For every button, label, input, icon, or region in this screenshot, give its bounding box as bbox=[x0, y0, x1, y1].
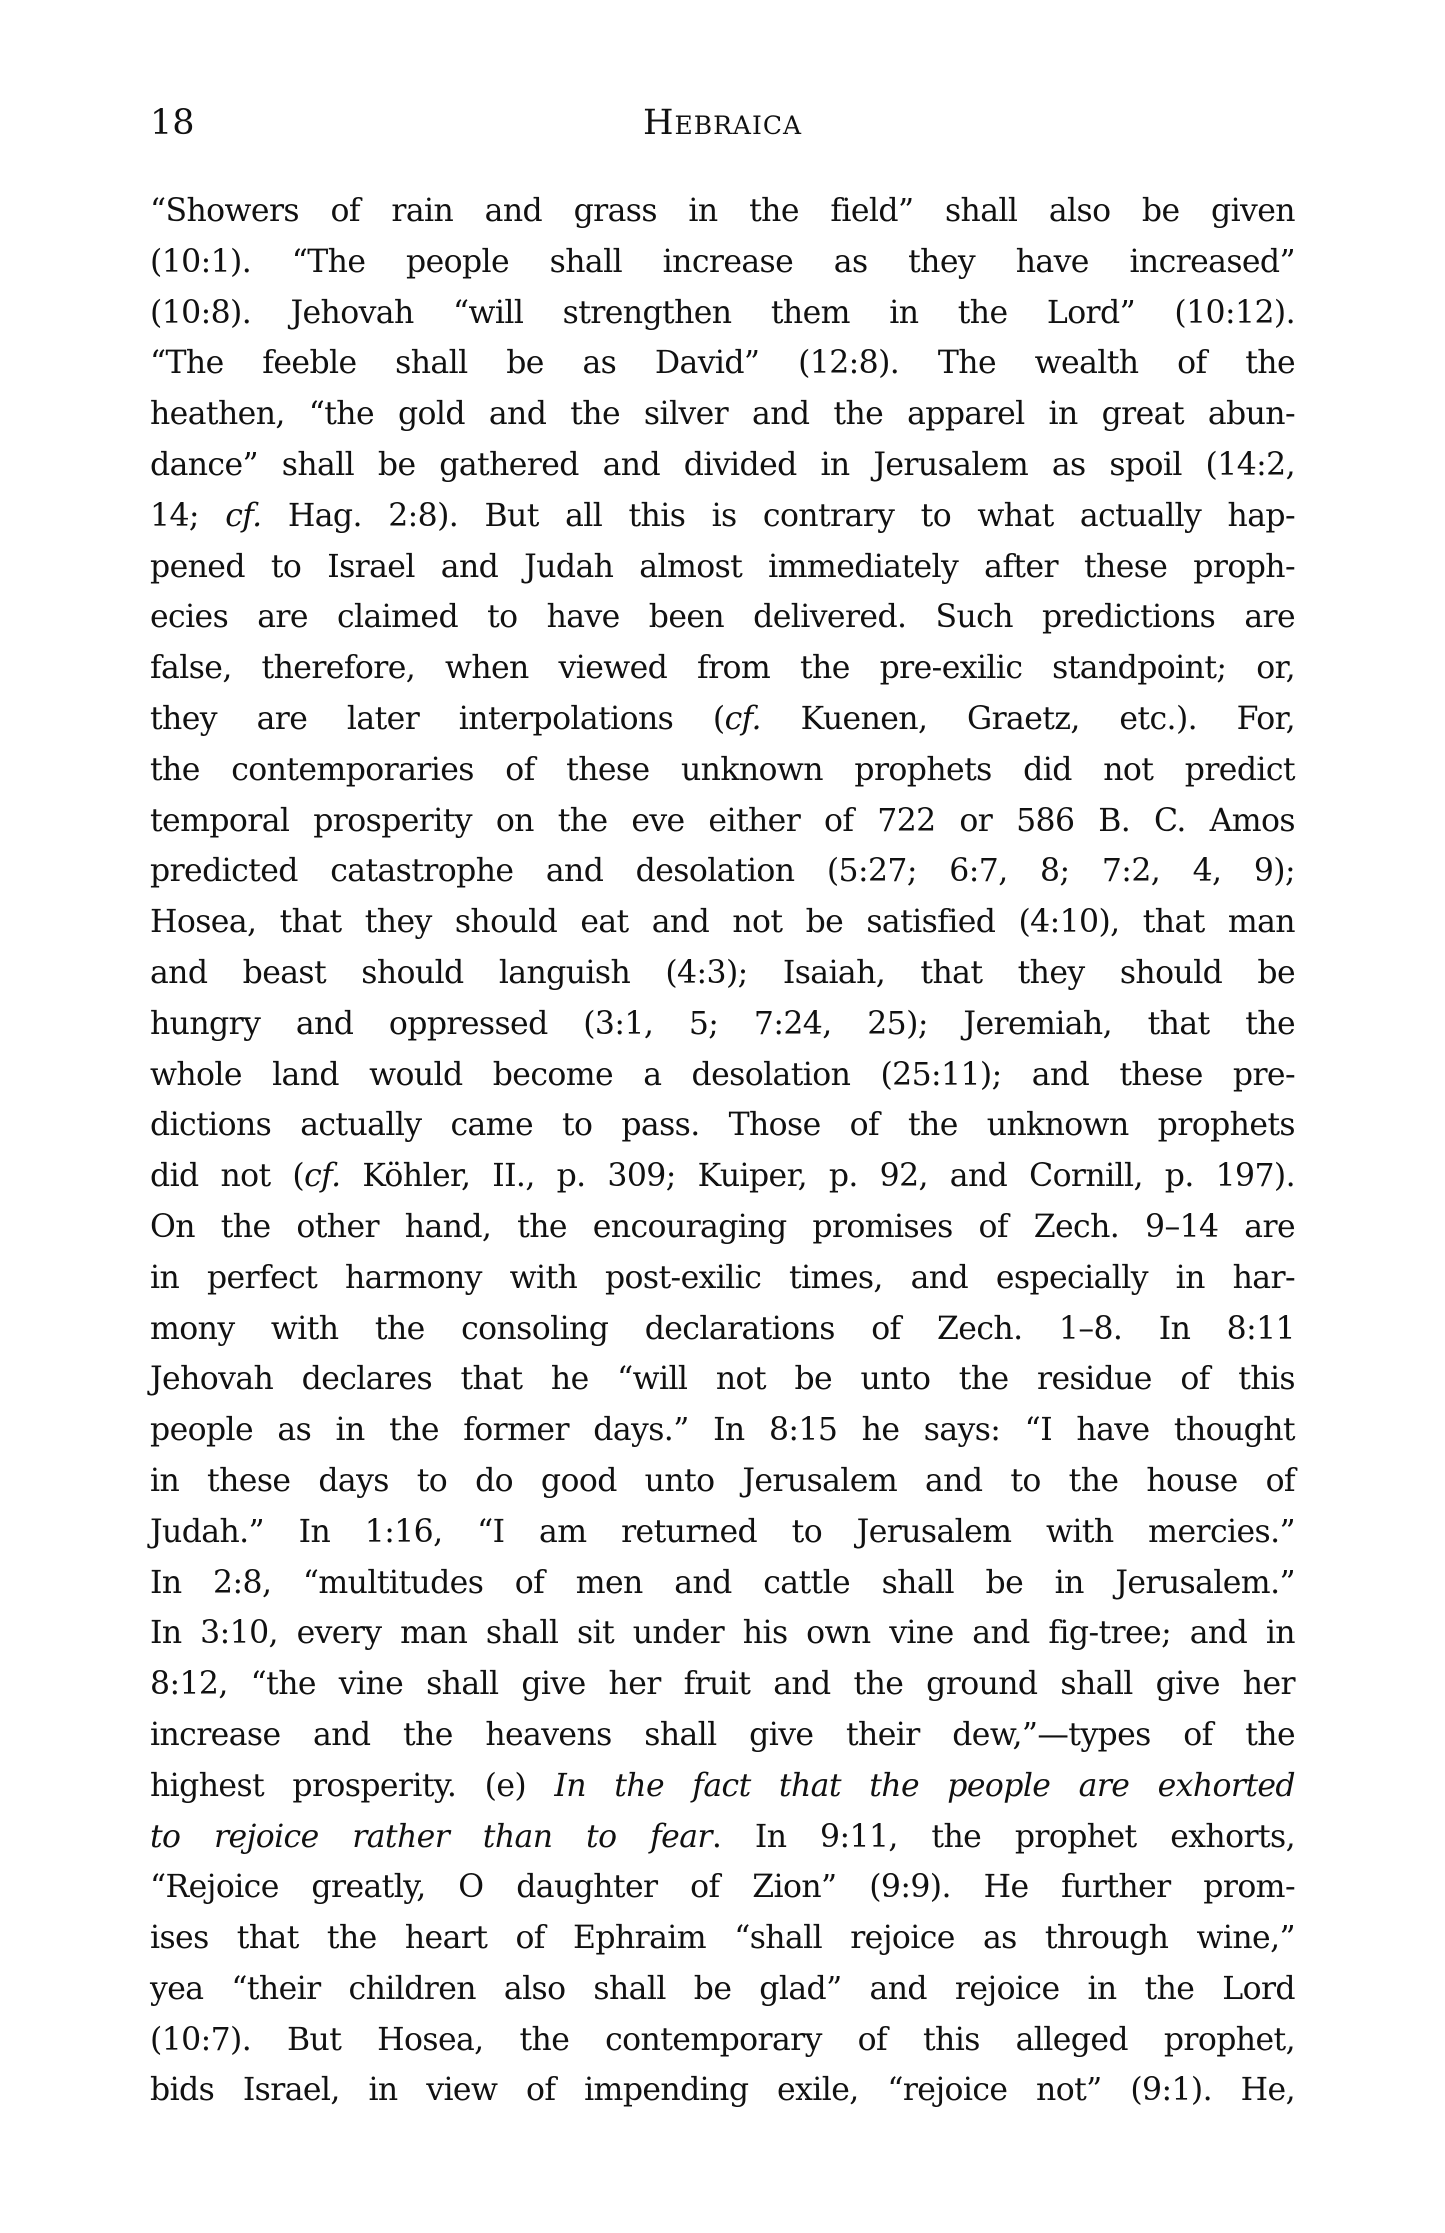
text-line bbox=[150, 1659, 1295, 1710]
text-segment: heathen, “the gold and the silver and the apparel in great abun- bbox=[150, 396, 1295, 433]
text-line bbox=[150, 491, 1295, 542]
text-segment: mony with the consoling declarations of Zech. 1–8. In 8:11 bbox=[150, 1310, 1295, 1347]
text-segment: ecies are claimed to have been delivered. Such predictions are bbox=[150, 599, 1295, 636]
text-line bbox=[150, 846, 1295, 897]
text-segment: (10:7). But Hosea, the contemporary of this alleged prophet, bbox=[150, 2021, 1295, 2058]
text-segment: predicted catastrophe and desolation (5:27; 6:7, 8; 7:2, 4, 9); bbox=[150, 853, 1295, 890]
text-line bbox=[150, 338, 1295, 389]
text-line bbox=[150, 1253, 1295, 1304]
text-line bbox=[150, 1405, 1295, 1456]
text-segment: in perfect harmony with post-exilic times, and especially in har- bbox=[150, 1259, 1295, 1296]
text-segment: and beast should languish (4:3); Isaiah, that they should be bbox=[150, 954, 1295, 991]
text-line bbox=[150, 2065, 1295, 2116]
text-segment: Kuenen, Graetz, etc.). For, bbox=[760, 700, 1295, 737]
text-line bbox=[150, 542, 1295, 593]
text-line bbox=[150, 440, 1295, 491]
text-line bbox=[150, 1151, 1295, 1202]
text-segment: Hag. 2:8). But all this is contrary to what actually hap- bbox=[261, 497, 1295, 534]
text-line bbox=[150, 1761, 1295, 1812]
text-segment: false, therefore, when viewed from the pre-exilic standpoint; or, bbox=[150, 650, 1295, 687]
text-segment: hungry and oppressed (3:1, 5; 7:24, 25); Jeremiah, that the bbox=[150, 1005, 1295, 1042]
text-segment: the contemporaries of these unknown prophets did not predict bbox=[150, 751, 1295, 788]
text-line bbox=[150, 1354, 1295, 1405]
text-line bbox=[150, 1862, 1295, 1913]
text-line bbox=[150, 1507, 1295, 1558]
italic-text: cf. bbox=[724, 700, 761, 737]
text-segment: Jehovah declares that he “will not be unto the residue of this bbox=[150, 1361, 1295, 1398]
text-line bbox=[150, 1964, 1295, 2015]
text-line bbox=[150, 1913, 1295, 1964]
text-segment: highest prosperity. (e) bbox=[150, 1767, 555, 1804]
text-segment: In 3:10, every man shall sit under his own vine and fig-tree; and in bbox=[150, 1615, 1295, 1652]
text-segment: ises that the heart of Ephraim “shall rejoice as through wine,” bbox=[150, 1920, 1295, 1957]
text-line bbox=[150, 1202, 1295, 1253]
text-line bbox=[150, 643, 1295, 694]
text-segment: (10:1). “The people shall increase as they have increased” bbox=[150, 243, 1295, 280]
text-line bbox=[150, 1304, 1295, 1355]
text-segment: On the other hand, the encouraging promises of Zech. 9–14 are bbox=[150, 1208, 1295, 1245]
italic-text: In the fact that the people are exhorted bbox=[554, 1767, 1295, 1804]
text-segment: Köhler, II., p. 309; Kuiper, p. 92, and Cornill, p. 197). bbox=[340, 1158, 1296, 1195]
italic-text: cf. bbox=[304, 1158, 341, 1195]
text-line bbox=[150, 1710, 1295, 1761]
text-line bbox=[150, 694, 1295, 745]
text-line bbox=[150, 2015, 1295, 2066]
text-segment: “Showers of rain and grass in the field” shall also be given bbox=[150, 193, 1295, 229]
page-number: 18 bbox=[150, 103, 195, 143]
running-head bbox=[150, 98, 1295, 148]
text-segment: temporal prosperity on the eve either of 722 or 586 B. C. Amos bbox=[150, 802, 1295, 839]
text-segment: people as in the former days.” In 8:15 he says: “I have thought bbox=[150, 1412, 1295, 1449]
text-line bbox=[150, 1812, 1295, 1863]
text-line bbox=[150, 796, 1295, 847]
body-paragraph bbox=[150, 186, 1295, 2116]
text-segment: whole land would become a desolation (25:11); and these pre- bbox=[150, 1056, 1295, 1093]
text-segment: 14; bbox=[150, 497, 226, 534]
text-segment: . In 9:11, the prophet exhorts, bbox=[711, 1818, 1295, 1855]
text-segment: “The feeble shall be as David” (12:8). The wealth of the bbox=[150, 345, 1295, 382]
text-line bbox=[150, 237, 1295, 288]
text-line bbox=[150, 1558, 1295, 1609]
text-line bbox=[150, 186, 1295, 237]
text-segment: they are later interpolations ( bbox=[150, 700, 725, 737]
text-segment: In 2:8, “multitudes of men and cattle shall be in Jerusalem.” bbox=[150, 1564, 1295, 1601]
text-segment: pened to Israel and Judah almost immediately after these proph- bbox=[150, 548, 1295, 585]
text-line bbox=[150, 1050, 1295, 1101]
text-segment: (10:8). Jehovah “will strengthen them in the Lord” (10:12). bbox=[150, 294, 1295, 331]
text-segment: “Rejoice greatly, O daughter of Zion” (9:9). He further prom- bbox=[150, 1869, 1295, 1906]
text-segment: did not ( bbox=[150, 1158, 305, 1195]
text-segment: Judah.” In 1:16, “I am returned to Jerusalem with mercies.” bbox=[150, 1513, 1295, 1550]
text-line bbox=[150, 389, 1295, 440]
running-title: Hebraica bbox=[642, 103, 803, 143]
text-line bbox=[150, 1456, 1295, 1507]
text-segment: yea “their children also shall be glad” and rejoice in the Lord bbox=[150, 1970, 1295, 2007]
text-line bbox=[150, 999, 1295, 1050]
text-segment: Hosea, that they should eat and not be satisfied (4:10), that man bbox=[150, 904, 1295, 941]
text-segment: dictions actually came to pass. Those of the unknown prophets bbox=[150, 1107, 1295, 1144]
text-segment: dance” shall be gathered and divided in Jerusalem as spoil (14:2, bbox=[150, 446, 1295, 483]
text-line bbox=[150, 1100, 1295, 1151]
italic-text: to rejoice rather than to fear bbox=[150, 1818, 712, 1855]
text-line bbox=[150, 948, 1295, 999]
text-line bbox=[150, 745, 1295, 796]
text-segment: in these days to do good unto Jerusalem and to the house of bbox=[150, 1462, 1295, 1499]
text-line bbox=[150, 1608, 1295, 1659]
text-segment: increase and the heavens shall give their dew,”—types of the bbox=[150, 1716, 1295, 1753]
text-segment: bids Israel, in view of impending exile, “rejoice not” (9:1). He, bbox=[150, 2072, 1295, 2109]
text-segment: 8:12, “the vine shall give her fruit and the ground shall give her bbox=[150, 1666, 1295, 1703]
text-line bbox=[150, 897, 1295, 948]
italic-text: cf. bbox=[225, 497, 262, 534]
text-line bbox=[150, 592, 1295, 643]
text-line bbox=[150, 288, 1295, 339]
